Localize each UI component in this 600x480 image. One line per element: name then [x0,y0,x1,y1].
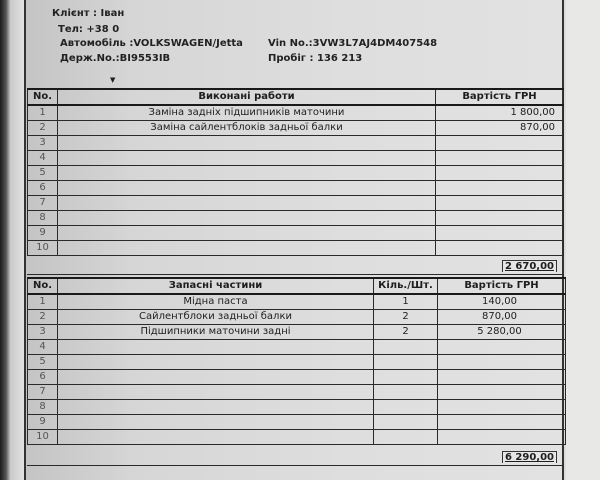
phone-line [58,24,119,35]
row-cost [436,196,564,211]
client-line [52,8,124,19]
row-desc [58,241,436,256]
row-no: 10 [28,430,58,445]
row-no: 3 [28,325,58,340]
table-row [28,105,564,121]
client-label: Клієнт : [52,8,98,19]
parts-table [27,277,566,445]
row-cost [436,151,564,166]
row-no: 2 [28,121,58,136]
row-desc [58,415,374,430]
row-desc [58,355,374,370]
row-no: 8 [28,400,58,415]
table-row [28,226,564,241]
col-works: Виконані работи [58,89,436,105]
row-no: 5 [28,355,58,370]
row-no: 6 [28,181,58,196]
works-header-row [28,89,564,105]
table-row [28,196,564,211]
table-row [28,121,564,136]
plate-line [60,53,170,64]
works-total: 2 670,00 [502,260,557,272]
row-desc [58,226,436,241]
row-desc [58,136,436,151]
row-qty [374,400,438,415]
row-no: 1 [28,105,58,121]
table-row [28,166,564,181]
parts-header-row [28,278,566,294]
car-label: Автомобіль : [60,38,134,49]
table-row [28,385,566,400]
col-cost: Вартість ГРН [436,89,564,105]
row-no: 10 [28,241,58,256]
invoice-sheet [24,0,564,480]
paper-margin [10,0,24,480]
mileage-value: 136 213 [317,53,363,64]
parts-total-row [27,448,563,466]
phone-label: Тел: [58,24,83,35]
mileage-line [268,53,362,64]
table-row [28,310,566,325]
photo-dark-edge [0,0,10,480]
table-row [28,181,564,196]
row-no: 9 [28,226,58,241]
row-desc [58,385,374,400]
mark-dot: ▼ [110,76,116,84]
paper-right-margin [566,0,600,480]
row-cost [438,370,566,385]
row-no: 9 [28,415,58,430]
row-cost [436,166,564,181]
row-cost [438,400,566,415]
row-qty: 2 [374,310,438,325]
row-no: 6 [28,370,58,385]
client-value: Іван [100,8,125,19]
row-qty [374,355,438,370]
row-no: 8 [28,211,58,226]
row-desc [58,430,374,445]
table-row [28,340,566,355]
row-cost: 870,00 [436,121,564,136]
car-value: VOLKSWAGEN/Jetta [133,38,243,49]
row-cost [436,181,564,196]
row-desc [58,181,436,196]
row-qty [374,385,438,400]
row-desc: Підшипники маточини задні [58,325,374,340]
table-row [28,241,564,256]
plate-label: Держ.No.: [60,53,120,64]
row-desc: Мідна паста [58,294,374,310]
row-qty [374,340,438,355]
table-row [28,430,566,445]
row-no: 4 [28,151,58,166]
table-row [28,370,566,385]
plate-value: ВІ9553ІВ [119,53,171,64]
row-desc [58,400,374,415]
col-no: No. [28,278,58,294]
row-desc [58,151,436,166]
row-qty: 2 [374,325,438,340]
row-desc: Заміна сайлентблоків задньої балки [58,121,436,136]
table-row [28,355,566,370]
works-total-row [27,257,563,275]
row-desc [58,370,374,385]
row-no: 4 [28,340,58,355]
phone-value: +38 0 [86,24,120,35]
row-desc [58,166,436,181]
row-cost [436,136,564,151]
vin-label: Vin No.: [268,38,313,49]
car-line [60,38,243,49]
table-row [28,400,566,415]
row-qty: 1 [374,294,438,310]
row-desc: Заміна задніх підшипників маточини [58,105,436,121]
table-row [28,325,566,340]
row-cost: 1 800,00 [436,105,564,121]
row-cost [438,385,566,400]
vin-line [268,38,437,49]
col-no: No. [28,89,58,105]
row-cost [436,241,564,256]
mileage-label: Пробіг : [268,53,314,64]
row-cost [438,355,566,370]
row-cost [438,430,566,445]
row-no: 3 [28,136,58,151]
row-qty [374,415,438,430]
row-cost [436,226,564,241]
row-qty [374,430,438,445]
col-qty: Кіль./Шт. [374,278,438,294]
row-no: 7 [28,196,58,211]
row-cost: 5 280,00 [438,325,566,340]
row-cost [438,415,566,430]
table-row [28,415,566,430]
table-row [28,294,566,310]
table-row [28,151,564,166]
row-no: 7 [28,385,58,400]
table-row [28,211,564,226]
parts-total: 6 290,00 [502,451,557,463]
col-parts: Запасні частини [58,278,374,294]
row-cost [436,211,564,226]
row-cost [438,340,566,355]
row-desc [58,211,436,226]
row-qty [374,370,438,385]
row-cost: 140,00 [438,294,566,310]
row-desc: Сайлентблоки задньої балки [58,310,374,325]
row-no: 1 [28,294,58,310]
row-no: 5 [28,166,58,181]
row-cost: 870,00 [438,310,566,325]
table-row [28,136,564,151]
row-desc [58,196,436,211]
vin-value: 3VW3L7AJ4DM407548 [312,38,438,49]
row-desc [58,340,374,355]
row-no: 2 [28,310,58,325]
col-cost: Вартість ГРН [438,278,566,294]
works-table [27,88,564,256]
